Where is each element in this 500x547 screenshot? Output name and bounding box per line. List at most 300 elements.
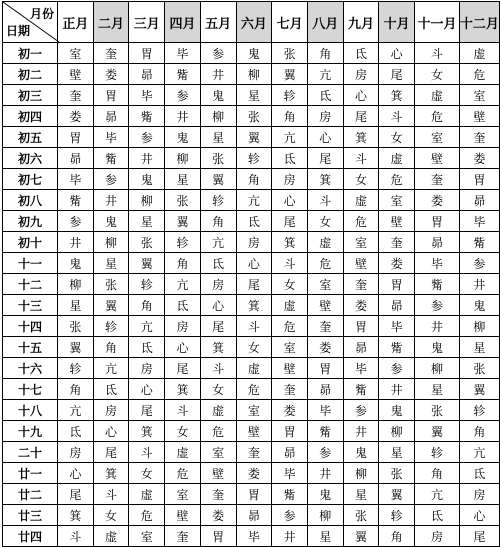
mansion-cell: 房 xyxy=(93,400,129,421)
day-label-cell: 十六 xyxy=(3,358,58,379)
mansion-cell: 觜 xyxy=(343,379,379,400)
mansion-cell: 参 xyxy=(165,85,201,106)
mansion-cell: 心 xyxy=(459,505,499,526)
day-label-cell: 初四 xyxy=(3,106,58,127)
mansion-cell: 壁 xyxy=(165,505,201,526)
mansion-cell: 娄 xyxy=(343,295,379,316)
mansion-cell: 女 xyxy=(272,274,308,295)
mansion-cell: 毕 xyxy=(129,85,165,106)
mansion-cell: 井 xyxy=(58,232,94,253)
mansion-cell: 角 xyxy=(58,379,94,400)
mansion-cell: 星 xyxy=(379,442,415,463)
table-body xyxy=(3,43,500,547)
table-row xyxy=(3,337,500,358)
mansion-cell: 张 xyxy=(379,463,415,484)
month-header-cell: 七月 xyxy=(272,2,308,43)
mansion-cell: 斗 xyxy=(307,190,343,211)
mansion-cell: 张 xyxy=(165,190,201,211)
mansion-cell: 角 xyxy=(200,211,236,232)
mansion-cell: 胃 xyxy=(415,211,460,232)
corner-header-cell xyxy=(3,2,58,43)
mansion-cell: 星 xyxy=(200,127,236,148)
table-row xyxy=(3,295,500,316)
mansion-cell: 房 xyxy=(129,358,165,379)
mansion-cell: 危 xyxy=(459,64,499,85)
mansion-cell: 娄 xyxy=(307,337,343,358)
mansion-cell: 胃 xyxy=(58,127,94,148)
mansion-cell: 尾 xyxy=(200,316,236,337)
mansion-cell: 奎 xyxy=(236,442,272,463)
mansion-cell: 鬼 xyxy=(165,127,201,148)
table-row xyxy=(3,400,500,421)
mansion-cell: 昴 xyxy=(93,106,129,127)
mansion-cell: 亢 xyxy=(236,190,272,211)
mansion-cell: 房 xyxy=(165,316,201,337)
table-row xyxy=(3,358,500,379)
mansion-cell: 张 xyxy=(459,358,499,379)
day-label-cell: 廿一 xyxy=(3,463,58,484)
mansion-cell: 翼 xyxy=(58,337,94,358)
mansion-cell: 参 xyxy=(58,211,94,232)
mansion-cell: 虚 xyxy=(129,484,165,505)
mansion-cell: 井 xyxy=(93,190,129,211)
mansion-cell: 轸 xyxy=(129,274,165,295)
mansion-cell: 鬼 xyxy=(459,295,499,316)
mansion-cell: 参 xyxy=(459,253,499,274)
mansion-cell: 女 xyxy=(200,379,236,400)
mansion-cell: 斗 xyxy=(200,358,236,379)
mansion-cell: 毕 xyxy=(272,463,308,484)
mansion-cell: 昴 xyxy=(58,148,94,169)
mansion-cell: 奎 xyxy=(307,316,343,337)
mansion-cell: 心 xyxy=(165,337,201,358)
mansion-cell: 鬼 xyxy=(93,211,129,232)
mansion-cell: 心 xyxy=(307,127,343,148)
mansion-cell: 斗 xyxy=(93,484,129,505)
mansion-cell: 氐 xyxy=(415,505,460,526)
day-label-cell: 初九 xyxy=(3,211,58,232)
day-label-cell: 初二 xyxy=(3,64,58,85)
mansion-cell: 心 xyxy=(58,463,94,484)
mansion-cell: 鬼 xyxy=(307,484,343,505)
mansion-cell: 胃 xyxy=(459,169,499,190)
mansion-cell: 井 xyxy=(379,379,415,400)
mansion-cell: 房 xyxy=(236,232,272,253)
mansion-cell: 轸 xyxy=(459,400,499,421)
mansion-cell: 轸 xyxy=(236,148,272,169)
mansion-cell: 鬼 xyxy=(200,85,236,106)
mansion-cell: 娄 xyxy=(93,64,129,85)
mansion-cell: 尾 xyxy=(236,274,272,295)
mansion-cell: 斗 xyxy=(236,316,272,337)
mansion-cell: 亢 xyxy=(200,232,236,253)
mansion-cell: 毕 xyxy=(58,169,94,190)
mansion-cell: 虚 xyxy=(379,148,415,169)
mansion-cell: 危 xyxy=(379,169,415,190)
mansion-cell: 氐 xyxy=(459,463,499,484)
mansion-cell: 角 xyxy=(165,253,201,274)
mansion-cell: 角 xyxy=(379,526,415,547)
mansion-cell: 觜 xyxy=(379,337,415,358)
month-header-cell: 十二月 xyxy=(459,2,499,43)
mansion-cell: 壁 xyxy=(343,253,379,274)
mansion-cell: 奎 xyxy=(459,127,499,148)
mansion-cell: 星 xyxy=(459,337,499,358)
mansion-cell: 氐 xyxy=(58,421,94,442)
mansion-cell: 箕 xyxy=(236,295,272,316)
mansion-cell: 室 xyxy=(379,190,415,211)
mansion-cell: 胃 xyxy=(236,484,272,505)
mansion-cell: 女 xyxy=(236,337,272,358)
table-row xyxy=(3,169,500,190)
month-header-cell: 三月 xyxy=(129,2,165,43)
mansion-cell: 轸 xyxy=(272,85,308,106)
mansion-cell: 虚 xyxy=(165,442,201,463)
mansion-cell: 室 xyxy=(459,85,499,106)
mansion-cell: 房 xyxy=(272,169,308,190)
mansion-cell: 轸 xyxy=(200,190,236,211)
mansion-cell: 氐 xyxy=(129,337,165,358)
table-row xyxy=(3,421,500,442)
mansion-cell: 张 xyxy=(272,43,308,64)
mansion-cell: 箕 xyxy=(165,379,201,400)
mansion-cell: 角 xyxy=(129,295,165,316)
mansion-cell: 胃 xyxy=(379,274,415,295)
month-header-cell: 八月 xyxy=(307,2,343,43)
month-header-cell: 正月 xyxy=(58,2,94,43)
mansion-cell: 井 xyxy=(200,64,236,85)
table-row xyxy=(3,442,500,463)
day-label-cell: 十一 xyxy=(3,253,58,274)
mansion-cell: 角 xyxy=(236,169,272,190)
mansion-cell: 尾 xyxy=(379,64,415,85)
mansion-cell: 井 xyxy=(165,106,201,127)
table-row xyxy=(3,274,500,295)
mansion-cell: 轸 xyxy=(93,316,129,337)
mansion-cell: 虚 xyxy=(272,295,308,316)
mansion-cell: 柳 xyxy=(58,274,94,295)
mansion-cell: 参 xyxy=(415,295,460,316)
mansion-cell: 室 xyxy=(200,442,236,463)
mansion-cell: 翼 xyxy=(200,169,236,190)
mansion-cell: 危 xyxy=(200,421,236,442)
mansion-cell: 斗 xyxy=(343,148,379,169)
mansion-cell: 亢 xyxy=(307,64,343,85)
day-label-cell: 十四 xyxy=(3,316,58,337)
mansion-cell: 尾 xyxy=(459,526,499,547)
mansion-cell: 奎 xyxy=(272,379,308,400)
mansion-cell: 女 xyxy=(343,169,379,190)
mansion-cell: 角 xyxy=(459,421,499,442)
mansion-cell: 危 xyxy=(343,211,379,232)
mansion-cell: 星 xyxy=(165,169,201,190)
mansion-cell: 张 xyxy=(200,148,236,169)
day-label-cell: 十三 xyxy=(3,295,58,316)
mansion-cell: 壁 xyxy=(58,64,94,85)
table-row xyxy=(3,148,500,169)
month-header-cell: 五月 xyxy=(200,2,236,43)
mansion-cell: 张 xyxy=(58,316,94,337)
mansion-cell: 危 xyxy=(236,379,272,400)
mansion-cell: 柳 xyxy=(379,421,415,442)
mansion-cell: 翼 xyxy=(236,127,272,148)
mansion-cell: 觜 xyxy=(165,64,201,85)
mansion-cell: 翼 xyxy=(459,379,499,400)
mansion-cell: 娄 xyxy=(459,148,499,169)
mansion-cell: 鬼 xyxy=(379,400,415,421)
mansion-cell: 氐 xyxy=(236,211,272,232)
mansion-cell: 昴 xyxy=(236,505,272,526)
mansion-cell: 女 xyxy=(165,421,201,442)
mansion-cell: 壁 xyxy=(200,463,236,484)
mansion-cell: 星 xyxy=(415,379,460,400)
mansion-cell: 娄 xyxy=(200,505,236,526)
mansion-cell: 胃 xyxy=(307,358,343,379)
mansion-cell: 井 xyxy=(307,463,343,484)
mansion-cell: 角 xyxy=(415,463,460,484)
mansion-cell: 斗 xyxy=(272,253,308,274)
mansion-cell: 氐 xyxy=(93,379,129,400)
mansion-cell: 女 xyxy=(307,211,343,232)
mansion-cell: 轸 xyxy=(165,232,201,253)
mansion-cell: 房 xyxy=(307,106,343,127)
mansion-cell: 箕 xyxy=(58,505,94,526)
mansion-cell: 柳 xyxy=(129,190,165,211)
mansion-cell: 鬼 xyxy=(58,253,94,274)
mansion-cell: 危 xyxy=(129,505,165,526)
mansion-cell: 壁 xyxy=(236,421,272,442)
day-label-cell: 廿三 xyxy=(3,505,58,526)
mansion-cell: 柳 xyxy=(165,148,201,169)
mansion-cell: 张 xyxy=(415,400,460,421)
mansion-cell: 虚 xyxy=(415,85,460,106)
mansion-cell: 参 xyxy=(272,505,308,526)
day-label-cell: 初一 xyxy=(3,43,58,64)
day-label-cell: 十二 xyxy=(3,274,58,295)
mansion-cell: 觜 xyxy=(272,484,308,505)
mansion-cell: 箕 xyxy=(200,337,236,358)
mansion-cell: 翼 xyxy=(379,484,415,505)
mansion-cell: 虚 xyxy=(236,358,272,379)
mansion-cell: 觜 xyxy=(459,232,499,253)
mansion-cell: 壁 xyxy=(459,106,499,127)
table-row xyxy=(3,505,500,526)
mansion-cell: 胃 xyxy=(272,421,308,442)
mansion-cell: 女 xyxy=(129,463,165,484)
mansion-cell: 柳 xyxy=(200,106,236,127)
mansion-cell: 尾 xyxy=(93,442,129,463)
mansion-cell: 井 xyxy=(343,421,379,442)
mansion-cell: 觜 xyxy=(93,148,129,169)
mansion-cell: 星 xyxy=(129,211,165,232)
mansion-cell: 鬼 xyxy=(129,169,165,190)
mansion-cell: 氐 xyxy=(307,85,343,106)
mansion-cell: 柳 xyxy=(236,64,272,85)
mansion-cell: 危 xyxy=(272,316,308,337)
mansion-cell: 亢 xyxy=(459,442,499,463)
mansion-cell: 奎 xyxy=(165,526,201,547)
mansion-cell: 心 xyxy=(93,421,129,442)
mansion-cell: 娄 xyxy=(236,463,272,484)
mansion-cell: 参 xyxy=(200,43,236,64)
lunar-mansion-table xyxy=(2,1,500,547)
day-label-cell: 十五 xyxy=(3,337,58,358)
mansion-cell: 毕 xyxy=(343,358,379,379)
mansion-cell: 昴 xyxy=(459,190,499,211)
mansion-cell: 昴 xyxy=(343,337,379,358)
mansion-cell: 星 xyxy=(343,484,379,505)
mansion-cell: 房 xyxy=(343,64,379,85)
mansion-cell: 星 xyxy=(58,295,94,316)
month-header-cell: 六月 xyxy=(236,2,272,43)
mansion-cell: 心 xyxy=(236,253,272,274)
mansion-cell: 箕 xyxy=(379,85,415,106)
mansion-cell: 毕 xyxy=(379,316,415,337)
mansion-cell: 亢 xyxy=(58,400,94,421)
day-label-cell: 初五 xyxy=(3,127,58,148)
mansion-cell: 室 xyxy=(236,400,272,421)
mansion-cell: 奎 xyxy=(200,484,236,505)
day-label-cell: 十八 xyxy=(3,400,58,421)
corner-day-label: 日期 xyxy=(6,24,31,38)
mansion-cell: 翼 xyxy=(165,211,201,232)
mansion-cell: 角 xyxy=(93,337,129,358)
mansion-cell: 虚 xyxy=(93,526,129,547)
mansion-cell: 危 xyxy=(165,463,201,484)
mansion-cell: 柳 xyxy=(93,232,129,253)
mansion-cell: 心 xyxy=(343,85,379,106)
mansion-cell: 娄 xyxy=(415,190,460,211)
header-row xyxy=(3,2,500,43)
mansion-cell: 参 xyxy=(379,358,415,379)
mansion-cell: 虚 xyxy=(459,43,499,64)
mansion-cell: 心 xyxy=(129,379,165,400)
table-row xyxy=(3,253,500,274)
mansion-cell: 昴 xyxy=(129,64,165,85)
mansion-cell: 轸 xyxy=(58,358,94,379)
mansion-cell: 心 xyxy=(200,295,236,316)
month-header-cell: 四月 xyxy=(165,2,201,43)
mansion-cell: 壁 xyxy=(415,148,460,169)
mansion-cell: 女 xyxy=(415,64,460,85)
mansion-cell: 女 xyxy=(93,505,129,526)
day-label-cell: 初十 xyxy=(3,232,58,253)
mansion-cell: 角 xyxy=(272,106,308,127)
mansion-cell: 张 xyxy=(93,274,129,295)
mansion-cell: 井 xyxy=(459,274,499,295)
mansion-cell: 翼 xyxy=(129,253,165,274)
mansion-cell: 奎 xyxy=(58,85,94,106)
mansion-cell: 危 xyxy=(307,253,343,274)
mansion-cell: 房 xyxy=(58,442,94,463)
mansion-cell: 鬼 xyxy=(343,442,379,463)
mansion-cell: 星 xyxy=(236,85,272,106)
mansion-cell: 壁 xyxy=(272,358,308,379)
mansion-cell: 参 xyxy=(307,442,343,463)
mansion-cell: 箕 xyxy=(343,127,379,148)
mansion-cell: 尾 xyxy=(165,358,201,379)
table-row xyxy=(3,463,500,484)
day-label-cell: 初六 xyxy=(3,148,58,169)
mansion-cell: 毕 xyxy=(459,211,499,232)
mansion-cell: 鬼 xyxy=(236,43,272,64)
day-label-cell: 初三 xyxy=(3,85,58,106)
mansion-cell: 奎 xyxy=(343,274,379,295)
mansion-cell: 昴 xyxy=(379,295,415,316)
mansion-cell: 毕 xyxy=(93,127,129,148)
table-row xyxy=(3,190,500,211)
mansion-cell: 星 xyxy=(93,253,129,274)
mansion-cell: 柳 xyxy=(459,316,499,337)
mansion-cell: 鬼 xyxy=(415,337,460,358)
mansion-cell: 参 xyxy=(93,169,129,190)
mansion-cell: 星 xyxy=(307,526,343,547)
table-row xyxy=(3,127,500,148)
day-label-cell: 初八 xyxy=(3,190,58,211)
mansion-cell: 昴 xyxy=(272,442,308,463)
mansion-cell: 心 xyxy=(379,43,415,64)
mansion-cell: 尾 xyxy=(307,148,343,169)
mansion-cell: 房 xyxy=(415,526,460,547)
mansion-cell: 氐 xyxy=(343,43,379,64)
mansion-cell: 斗 xyxy=(415,43,460,64)
month-header-cell: 十一月 xyxy=(415,2,460,43)
month-header-cell: 九月 xyxy=(343,2,379,43)
mansion-cell: 箕 xyxy=(272,232,308,253)
mansion-cell: 房 xyxy=(200,274,236,295)
mansion-cell: 尾 xyxy=(129,400,165,421)
mansion-cell: 室 xyxy=(272,337,308,358)
table-row xyxy=(3,526,500,547)
mansion-cell: 翼 xyxy=(343,526,379,547)
mansion-cell: 角 xyxy=(307,43,343,64)
mansion-cell: 张 xyxy=(343,505,379,526)
mansion-cell: 轸 xyxy=(379,505,415,526)
mansion-cell: 张 xyxy=(129,232,165,253)
mansion-cell: 尾 xyxy=(343,106,379,127)
mansion-cell: 氐 xyxy=(272,148,308,169)
mansion-cell: 觜 xyxy=(129,106,165,127)
mansion-cell: 井 xyxy=(415,316,460,337)
mansion-cell: 奎 xyxy=(379,232,415,253)
table-row xyxy=(3,316,500,337)
mansion-cell: 虚 xyxy=(343,190,379,211)
mansion-cell: 氐 xyxy=(200,253,236,274)
mansion-cell: 胃 xyxy=(93,85,129,106)
mansion-cell: 女 xyxy=(379,127,415,148)
table-row xyxy=(3,43,500,64)
mansion-cell: 亢 xyxy=(415,484,460,505)
day-label-cell: 廿四 xyxy=(3,526,58,547)
mansion-cell: 斗 xyxy=(129,442,165,463)
mansion-cell: 亢 xyxy=(165,274,201,295)
mansion-cell: 娄 xyxy=(58,106,94,127)
mansion-cell: 室 xyxy=(129,526,165,547)
mansion-cell: 亢 xyxy=(272,127,308,148)
mansion-cell: 奎 xyxy=(415,169,460,190)
mansion-cell: 室 xyxy=(343,232,379,253)
day-label-cell: 初七 xyxy=(3,169,58,190)
day-label-cell: 十九 xyxy=(3,421,58,442)
mansion-cell: 柳 xyxy=(415,358,460,379)
mansion-cell: 井 xyxy=(272,526,308,547)
mansion-cell: 虚 xyxy=(200,400,236,421)
mansion-cell: 昴 xyxy=(307,379,343,400)
mansion-cell: 娄 xyxy=(272,400,308,421)
mansion-cell: 亢 xyxy=(93,358,129,379)
mansion-cell: 毕 xyxy=(165,43,201,64)
mansion-cell: 娄 xyxy=(379,253,415,274)
